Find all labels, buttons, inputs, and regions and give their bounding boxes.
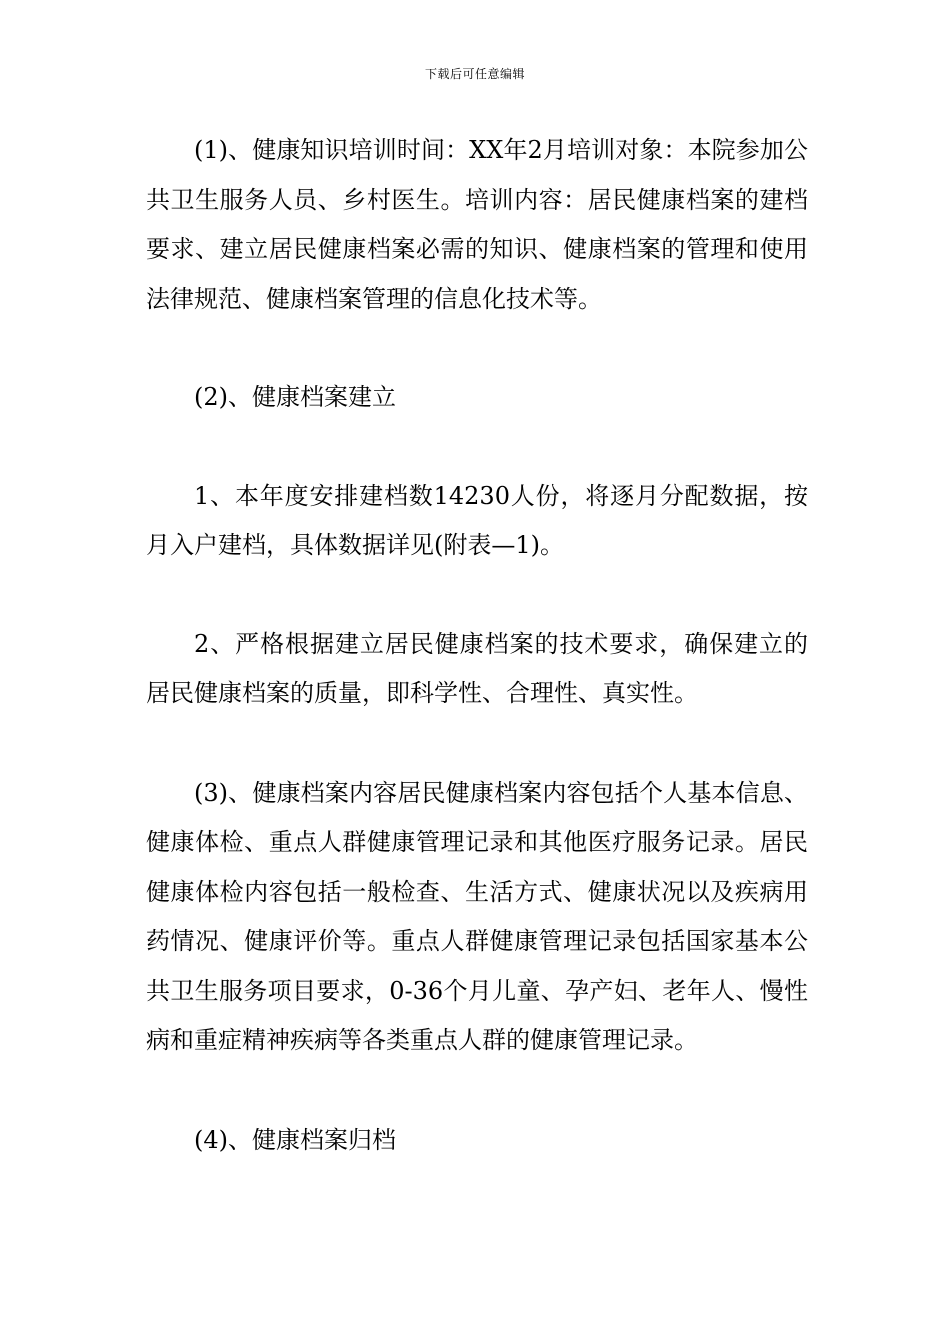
page-header-note: 下载后可任意编辑 — [424, 67, 525, 81]
paragraph-item-1: 1、本年度安排建档数14230人份，将逐月分配数据，按月入户建档，具体数据详见(附表—1)。 — [146, 481, 808, 559]
paragraph-section-2-heading: (2)、健康档案建立 — [194, 383, 396, 411]
paragraph-section-4-heading: (4)、健康档案归档 — [194, 1125, 396, 1154]
paragraph-item-2: 2、严格根据建立居民健康档案的技术要求，确保建立的居民健康档案的质量，即科学性、合理性、真实性。 — [146, 629, 808, 707]
paragraph-training: (1)、健康知识培训时间：XX年2月培训对象：本院参加公共卫生服务人员、乡村医生。培训内容：居民健康档案的建档要求、建立居民健康档案必需的知识、健康档案的管理和使用法律规范、健康档案管理的信息化技术等。 — [146, 136, 808, 313]
paragraph-section-3: (3)、健康档案内容居民健康档案内容包括个人基本信息、健康体检、重点人群健康管理记录和其他医疗服务记录。居民健康体检内容包括一般检查、生活方式、健康状况以及疾病用药情况、健康评价等。重点人群健康管理记录包括国家基本公共卫生服务项目要求，0-36个月儿童、孕产妇、老年人、慢性病和重症精神疾病等各类重点人群的健康管理记录。 — [146, 778, 808, 1054]
document-body — [146, 126, 808, 1165]
